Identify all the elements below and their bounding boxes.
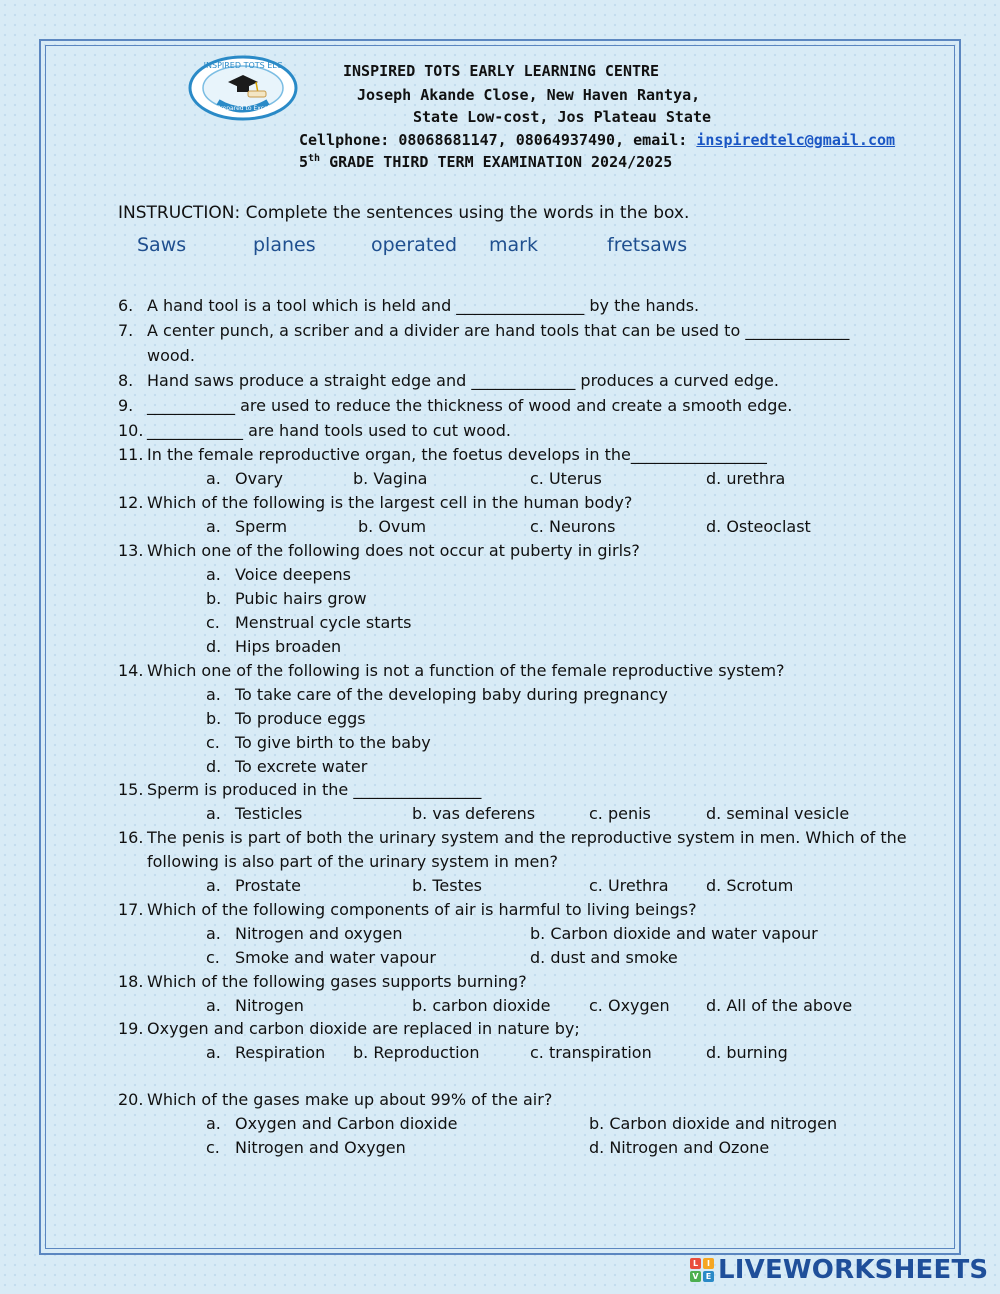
word-box-item: planes: [253, 234, 316, 256]
option-letter: b.: [206, 709, 222, 728]
brand-text: LIVEWORKSHEETS: [718, 1255, 989, 1285]
option-text: d. dust and smoke: [530, 948, 678, 967]
logo-motto: Prepared to Excel: [216, 105, 270, 112]
email-link[interactable]: inspiredtelc@gmail.com: [696, 131, 896, 149]
option-letter: a.: [206, 469, 221, 488]
option-text: Hips broaden: [235, 637, 342, 656]
question-text: Sperm is produced in the ________________: [147, 780, 482, 799]
option-text: Sperm: [235, 517, 288, 536]
option-text: Nitrogen and Oxygen: [235, 1138, 406, 1157]
question-number: 14.: [118, 661, 144, 680]
option-text: To take care of the developing baby during pregnancy: [235, 685, 668, 704]
address-line-2: State Low-cost, Jos Plateau State: [413, 108, 712, 126]
option-text: To produce eggs: [235, 709, 366, 728]
option-letter: a.: [206, 804, 221, 823]
question-number: 20.: [118, 1090, 144, 1109]
option-letter: a.: [206, 876, 221, 895]
option-text: Ovary: [235, 469, 283, 488]
option-text: To give birth to the baby: [235, 733, 431, 752]
option-letter: a.: [206, 565, 221, 584]
word-box-item: fretsaws: [607, 234, 688, 256]
school-name: INSPIRED TOTS EARLY LEARNING CENTRE: [343, 62, 660, 80]
exam-grade-suffix: th: [308, 153, 321, 164]
contact-text: Cellphone: 08068681147, 08064937490, email:: [299, 131, 697, 149]
option-text: To excrete water: [235, 757, 368, 776]
page-border-inner: [45, 45, 955, 1249]
option-text: c. Uterus: [530, 469, 602, 488]
option-text: c. Oxygen: [589, 996, 670, 1015]
contact-line: [299, 131, 895, 149]
liveworksheets-brand[interactable]: [690, 1255, 988, 1285]
option-text: b. Vagina: [353, 469, 428, 488]
option-letter: a.: [206, 996, 221, 1015]
school-logo: [188, 55, 298, 121]
option-letter: d.: [206, 637, 222, 656]
option-text: c. Neurons: [530, 517, 616, 536]
question-number: 8.: [118, 371, 134, 390]
question-text: ___________ are used to reduce the thickness of wood and create a smooth edge.: [147, 396, 793, 415]
question-text: Oxygen and carbon dioxide are replaced in nature by;: [147, 1019, 580, 1038]
option-text: b. vas deferens: [412, 804, 536, 823]
question-text: following is also part of the urinary system in men?: [147, 852, 558, 871]
address-line-1: Joseph Akande Close, New Haven Rantya,: [357, 86, 701, 104]
question-text: Which of the gases make up about 99% of the air?: [147, 1090, 553, 1109]
option-text: Smoke and water vapour: [235, 948, 436, 967]
exam-grade: 5: [299, 153, 309, 171]
option-letter: c.: [206, 1138, 220, 1157]
question-number: 6.: [118, 296, 134, 315]
option-text: Menstrual cycle starts: [235, 613, 412, 632]
question-number: 19.: [118, 1019, 144, 1038]
option-text: b. Ovum: [358, 517, 427, 536]
question-number: 16.: [118, 828, 144, 847]
question-number: 18.: [118, 972, 144, 991]
question-number: 12.: [118, 493, 144, 512]
option-text: Voice deepens: [235, 565, 351, 584]
option-letter: a.: [206, 1043, 221, 1062]
liveworksheets-icon: [690, 1258, 714, 1282]
brand-icon-letter: L: [690, 1258, 701, 1269]
exam-title-text: GRADE THIRD TERM EXAMINATION 2024/2025: [320, 153, 673, 171]
option-text: b. Reproduction: [353, 1043, 480, 1062]
option-text: b. Testes: [412, 876, 483, 895]
option-text: b. carbon dioxide: [412, 996, 551, 1015]
option-text: Pubic hairs grow: [235, 589, 367, 608]
question-text: Which one of the following does not occur at puberty in girls?: [147, 541, 640, 560]
option-letter: a.: [206, 924, 221, 943]
option-text: b. Carbon dioxide and water vapour: [530, 924, 818, 943]
brand-icon-letter: V: [690, 1271, 701, 1282]
question-text: The penis is part of both the urinary system and the reproductive system in men. Which of the: [147, 828, 907, 847]
option-letter: a.: [206, 1114, 221, 1133]
question-number: 9.: [118, 396, 134, 415]
option-letter: b.: [206, 589, 222, 608]
question-text: Which one of the following is not a function of the female reproductive system?: [147, 661, 785, 680]
option-text: Nitrogen: [235, 996, 304, 1015]
option-text: d. Scrotum: [706, 876, 794, 895]
word-box-item: mark: [489, 234, 538, 256]
word-box-item: operated: [371, 234, 458, 256]
question-text: Hand saws produce a straight edge and _____________ produces a curved edge.: [147, 371, 779, 390]
brand-icon-letter: I: [703, 1258, 714, 1269]
question-number: 13.: [118, 541, 144, 560]
option-text: Testicles: [235, 804, 303, 823]
option-letter: c.: [206, 733, 220, 752]
option-text: d. Nitrogen and Ozone: [589, 1138, 770, 1157]
option-text: b. Carbon dioxide and nitrogen: [589, 1114, 838, 1133]
option-text: d. urethra: [706, 469, 786, 488]
option-text: Prostate: [235, 876, 301, 895]
option-letter: d.: [206, 757, 222, 776]
option-letter: a.: [206, 685, 221, 704]
option-text: d. Osteoclast: [706, 517, 811, 536]
question-text: In the female reproductive organ, the foetus develops in the_________________: [147, 445, 767, 464]
option-letter: a.: [206, 517, 221, 536]
option-letter: c.: [206, 613, 220, 632]
option-text: Respiration: [235, 1043, 326, 1062]
question-text: A hand tool is a tool which is held and ________________ by the hands.: [147, 296, 700, 315]
option-text: c. penis: [589, 804, 651, 823]
option-text: c. Urethra: [589, 876, 669, 895]
option-letter: c.: [206, 948, 220, 967]
question-text: Which of the following components of air is harmful to living beings?: [147, 900, 697, 919]
logo-top-text: INSPIRED TOTS ELC: [203, 61, 283, 70]
question-number: 10.: [118, 421, 144, 440]
option-text: Nitrogen and oxygen: [235, 924, 403, 943]
question-text: Which of the following is the largest cell in the human body?: [147, 493, 633, 512]
option-text: d. All of the above: [706, 996, 853, 1015]
option-text: d. seminal vesicle: [706, 804, 850, 823]
question-number: 7.: [118, 321, 134, 340]
instruction-text: INSTRUCTION: Complete the sentences using the words in the box.: [118, 203, 690, 223]
brand-icon-letter: E: [703, 1271, 714, 1282]
question-text: ____________ are hand tools used to cut wood.: [147, 421, 512, 440]
option-text: Oxygen and Carbon dioxide: [235, 1114, 458, 1133]
question-number: 15.: [118, 780, 144, 799]
exam-title: [299, 153, 672, 171]
question-number: 17.: [118, 900, 144, 919]
option-text: c. transpiration: [530, 1043, 652, 1062]
question-text: Which of the following gases supports burning?: [147, 972, 527, 991]
word-box-item: Saws: [137, 234, 187, 256]
question-number: 11.: [118, 445, 144, 464]
question-text: A center punch, a scriber and a divider are hand tools that can be used to _____________: [147, 321, 850, 340]
question-text: wood.: [147, 346, 195, 365]
option-text: d. burning: [706, 1043, 788, 1062]
